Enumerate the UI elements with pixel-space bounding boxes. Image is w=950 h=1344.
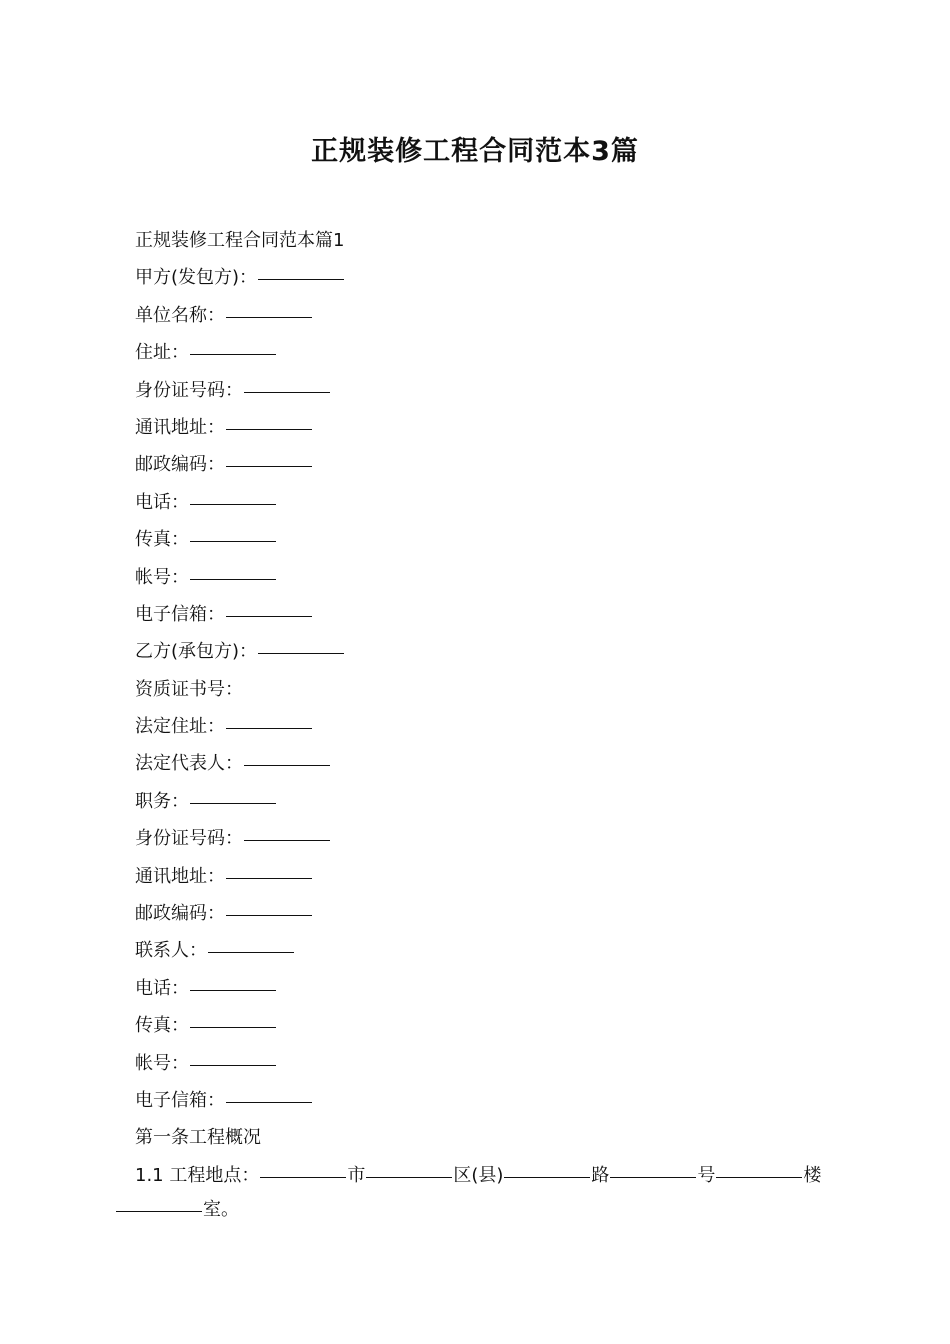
- field-blank: [190, 503, 276, 505]
- field-label: 资质证书号：: [135, 678, 243, 700]
- party-a-blank: [258, 278, 344, 280]
- field-blank: [190, 1064, 276, 1066]
- party-b-fax-line: [135, 1007, 835, 1044]
- field-label: 身份证号码：: [135, 828, 243, 850]
- field-blank: [226, 877, 312, 879]
- field-blank: [208, 951, 294, 953]
- field-blank: [226, 914, 312, 916]
- field-label: 邮政编码：: [135, 903, 225, 925]
- field-label: 法定代表人：: [135, 753, 243, 775]
- field-label: 身份证号码：: [135, 379, 243, 401]
- field-label: 单位名称：: [135, 304, 225, 326]
- field-blank: [190, 353, 276, 355]
- field-blank: [244, 764, 330, 766]
- field-blank: [366, 1176, 452, 1178]
- party-b-blank: [258, 652, 344, 654]
- field-blank: [260, 1176, 346, 1178]
- field-label: 通讯地址：: [135, 865, 225, 887]
- article-1-heading: 第一条工程概况: [135, 1127, 261, 1149]
- party-b-postal-code-line: [135, 895, 835, 932]
- field-blank: [226, 615, 312, 617]
- field-label: 电话：: [135, 977, 189, 999]
- field-label: 帐号：: [135, 566, 189, 588]
- party-a-mail-address-line: [135, 409, 835, 446]
- city-label: 市: [347, 1164, 366, 1186]
- party-b-line: [135, 633, 835, 670]
- party-b-position-line: [135, 783, 835, 820]
- field-blank: [190, 540, 276, 542]
- field-blank: [190, 802, 276, 804]
- party-b-account-line: [135, 1045, 835, 1082]
- party-a-unit-name-line: [135, 297, 835, 334]
- field-blank: [244, 839, 330, 841]
- party-b-mail-address-line: [135, 858, 835, 895]
- field-blank: [244, 391, 330, 393]
- document-title: 正规装修工程合同范本3篇: [311, 136, 639, 167]
- road-label: 路: [591, 1164, 610, 1186]
- item-1-1-line: [135, 1157, 835, 1194]
- field-blank: [226, 316, 312, 318]
- party-a-account-line: [135, 559, 835, 596]
- party-a-phone-line: [135, 484, 835, 521]
- field-label: 联系人：: [135, 940, 207, 962]
- party-a-label: 甲方(发包方)：: [135, 267, 258, 289]
- field-blank: [504, 1176, 590, 1178]
- field-label: 电子信箱：: [135, 603, 225, 625]
- field-blank: [190, 989, 276, 991]
- field-blank: [190, 578, 276, 580]
- party-b-contact-line: [135, 932, 835, 969]
- party-a-postal-code-line: [135, 446, 835, 483]
- party-b-email-line: [135, 1082, 835, 1119]
- party-b-legal-rep-line: [135, 745, 835, 782]
- party-a-email-line: [135, 596, 835, 633]
- building-label: 楼: [803, 1164, 822, 1186]
- party-b-legal-address-line: [135, 708, 835, 745]
- field-label: 通讯地址：: [135, 416, 225, 438]
- field-label: 法定住址：: [135, 716, 225, 738]
- field-label: 传真：: [135, 1015, 189, 1037]
- field-label: 帐号：: [135, 1052, 189, 1074]
- section-heading: 正规装修工程合同范本篇1: [135, 230, 345, 251]
- party-b-label: 乙方(承包方)：: [135, 641, 258, 663]
- field-blank: [190, 1026, 276, 1028]
- party-b-qualification-line: [135, 671, 835, 708]
- field-blank: [226, 727, 312, 729]
- field-label: 电话：: [135, 491, 189, 513]
- party-a-line: [135, 259, 835, 296]
- party-a-fax-line: [135, 521, 835, 558]
- field-blank: [226, 1101, 312, 1103]
- field-blank: [716, 1176, 802, 1178]
- item-1-1-continuation: [115, 1191, 239, 1228]
- field-blank: [610, 1176, 696, 1178]
- field-label: 传真：: [135, 529, 189, 551]
- field-blank: [226, 465, 312, 467]
- field-blank: [116, 1210, 202, 1212]
- party-b-phone-line: [135, 970, 835, 1007]
- number-label: 号: [697, 1164, 716, 1186]
- field-label: 住址：: [135, 342, 189, 364]
- party-b-id-line: [135, 820, 835, 857]
- party-a-address-line: [135, 334, 835, 371]
- field-label: 职务：: [135, 790, 189, 812]
- district-label: 区(县): [453, 1164, 504, 1186]
- party-a-id-line: [135, 372, 835, 409]
- field-label: 邮政编码：: [135, 454, 225, 476]
- contract-body: [135, 222, 835, 1194]
- field-blank: [226, 428, 312, 430]
- item-1-1-prefix: 1.1 工程地点：: [135, 1164, 260, 1186]
- field-label: 电子信箱：: [135, 1089, 225, 1111]
- room-label: 室。: [203, 1199, 239, 1220]
